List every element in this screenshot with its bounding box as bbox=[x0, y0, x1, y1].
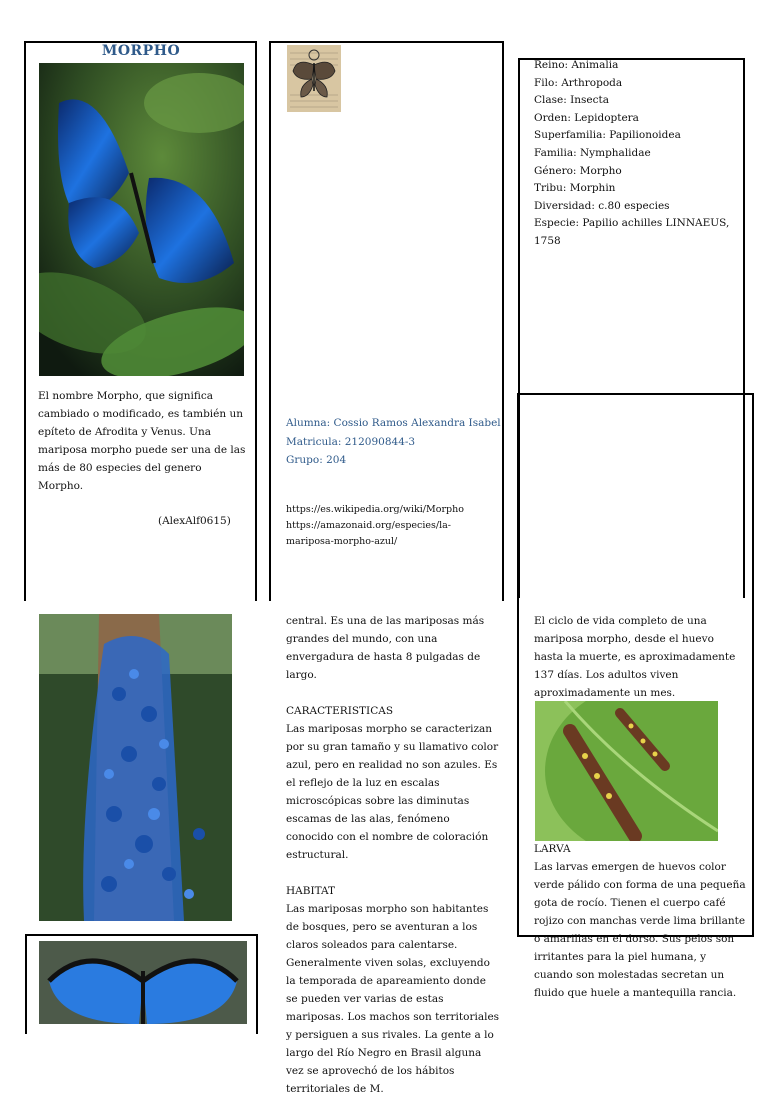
taxonomy-list bbox=[534, 57, 744, 251]
taxonomy-item: Orden: Lepidoptera bbox=[534, 111, 639, 124]
taxonomy-item: Tribu: Morphin bbox=[534, 182, 616, 195]
intro-continuation: central. Es una de las mariposas más grandes del mundo, con una envergadura de hasta 8 pulgadas de largo. bbox=[286, 615, 485, 681]
student-info bbox=[286, 414, 501, 470]
taxonomy-item: Clase: Insecta bbox=[534, 94, 610, 107]
larva-heading: LARVA bbox=[534, 843, 571, 855]
taxonomy-item: Filo: Arthropoda bbox=[534, 76, 623, 89]
student-grupo: Grupo: 204 bbox=[286, 454, 347, 466]
intro-text: El nombre Morpho, que significa cambiado o modificado, es también un epíteto de Afrodita y Venus. Una mariposa morpho puede ser una de las más de 80 especies del genero Morpho. bbox=[38, 390, 246, 492]
butterfly-tree-photo bbox=[39, 614, 232, 921]
blue-morpho-wings-photo bbox=[39, 941, 247, 1024]
blue-morpho-photo bbox=[39, 63, 244, 376]
larva-text: Las larvas emergen de huevos color verde pálido con forma de una pequeña gota de rocío. Tienen el cuerpo café rojizo con manchas verde lima brillante o amarillas en el dorso. Sus pelos son irritantes para la piel humana, y cuando son molestadas secretan un fluido que huele a mantequilla rancia. bbox=[534, 861, 746, 999]
caracteristicas-text: Las mariposas morpho se caracterizan por su gran tamaño y su llamativo color azul, pero en realidad no son azules. Es el reflejo de la luz en escalas microscópicas sobre las diminutas escamas de las alas, fenómeno conocido con el nombre de coloración estructural. bbox=[286, 723, 499, 861]
taxonomy-item: Género: Morpho bbox=[534, 164, 622, 177]
larva-section bbox=[534, 840, 746, 1002]
page-title: MORPHO bbox=[101, 43, 181, 59]
caracteristicas-heading: CARACTERISTICAS bbox=[286, 705, 394, 717]
habitat-heading: HABITAT bbox=[286, 885, 336, 897]
taxonomy-item: Superfamilia: Papilionoidea bbox=[534, 129, 681, 142]
sources-list bbox=[286, 502, 496, 550]
butterfly-illustration bbox=[287, 45, 341, 112]
taxonomy-item: Diversidad: c.80 especies bbox=[534, 199, 670, 212]
taxonomy-item: Especie: Papilio achilles LINNAEUS, 1758 bbox=[534, 217, 730, 247]
source-link-amazonaid[interactable]: https://amazonaid.org/especies/la-mariposa-morpho-azul/ bbox=[286, 520, 452, 547]
habitat-text: Las mariposas morpho son habitantes de bosques, pero se aventuran a los claros soleados para calentarse. Generalmente viven solas, excluyendo la temporada de apareamiento donde se pueden ver varias de estas mariposas. Los machos son territoriales y persiguen a sus rivales. La gente a lo largo del Río Negro en Brasil alguna vez se aprovechó de los hábitos territoriales de M. bbox=[286, 903, 500, 1095]
taxonomy-item: Familia: Nymphalidae bbox=[534, 146, 651, 159]
middle-column-text bbox=[286, 612, 500, 1098]
taxonomy-item: Reino: Animalia bbox=[534, 59, 619, 71]
larva-photo bbox=[535, 701, 718, 841]
student-name: Alumna: Cossio Ramos Alexandra Isabel bbox=[286, 417, 501, 429]
source-link-wikipedia[interactable]: https://es.wikipedia.org/wiki/Morpho bbox=[286, 504, 464, 515]
photo-credit: (AlexAlf0615) bbox=[158, 515, 231, 527]
student-matricula: Matricula: 212090844-3 bbox=[286, 435, 416, 448]
life-cycle-text: El ciclo de vida completo de una mariposa morpho, desde el huevo hasta la muerte, es aproximadamente 137 días. Los adultos viven aproximadamente un mes. bbox=[534, 615, 736, 699]
